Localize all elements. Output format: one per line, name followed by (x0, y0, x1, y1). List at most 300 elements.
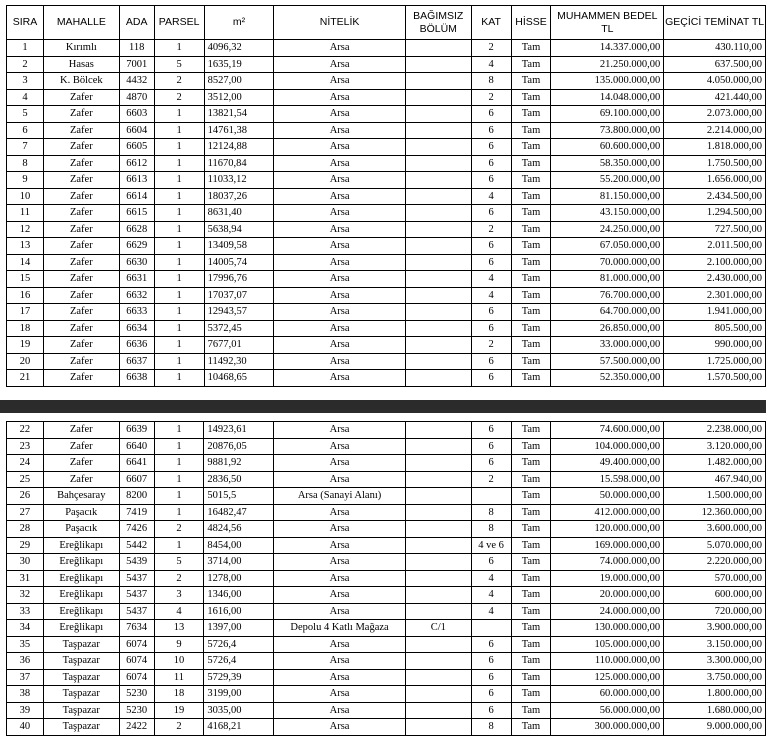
cell-gecici-teminat: 1.750.500,00 (664, 155, 766, 172)
cell-gecici-teminat: 9.000.000,00 (664, 719, 766, 736)
cell-m2: 16482,47 (204, 504, 274, 521)
cell-kat: 6 (471, 653, 511, 670)
table-row (7, 438, 766, 455)
cell-gecici-teminat: 600.000,00 (664, 587, 766, 604)
cell-bagimsiz-bolum (405, 40, 471, 57)
cell-sira: 39 (7, 702, 44, 719)
cell-sira: 18 (7, 320, 44, 337)
cell-kat: 4 ve 6 (471, 537, 511, 554)
cell-m2: 8527,00 (204, 73, 274, 90)
cell-kat: 8 (471, 504, 511, 521)
cell-kat: 4 (471, 188, 511, 205)
cell-muhammen-bedel: 69.100.000,00 (551, 106, 664, 123)
cell-muhammen-bedel: 130.000.000,00 (551, 620, 664, 637)
table-row (7, 570, 766, 587)
cell-hisse: Tam (511, 353, 551, 370)
cell-parsel: 2 (154, 73, 204, 90)
cell-kat: 2 (471, 40, 511, 57)
cell-mahalle: Taşpazar (43, 719, 119, 736)
cell-gecici-teminat: 1.482.000,00 (664, 455, 766, 472)
cell-parsel: 1 (154, 471, 204, 488)
cell-sira: 29 (7, 537, 44, 554)
cell-hisse: Tam (511, 106, 551, 123)
cell-sira: 7 (7, 139, 44, 156)
header-muhammen-bedel: MUHAMMEN BEDEL TL (551, 6, 664, 40)
cell-mahalle: Zafer (43, 304, 119, 321)
cell-bagimsiz-bolum (405, 337, 471, 354)
cell-mahalle: Taşpazar (43, 669, 119, 686)
cell-sira: 31 (7, 570, 44, 587)
cell-parsel: 2 (154, 89, 204, 106)
cell-bagimsiz-bolum (405, 122, 471, 139)
cell-mahalle: Kırımlı (43, 40, 119, 57)
cell-mahalle: Zafer (43, 238, 119, 255)
cell-gecici-teminat: 2.238.000,00 (664, 422, 766, 439)
cell-mahalle: Zafer (43, 337, 119, 354)
cell-sira: 5 (7, 106, 44, 123)
cell-kat: 6 (471, 304, 511, 321)
cell-m2: 10468,65 (204, 370, 274, 387)
cell-bagimsiz-bolum (405, 89, 471, 106)
cell-kat: 6 (471, 238, 511, 255)
cell-gecici-teminat: 3.900.000,00 (664, 620, 766, 637)
cell-m2: 1635,19 (204, 56, 274, 73)
cell-kat: 6 (471, 139, 511, 156)
cell-m2: 1397,00 (204, 620, 274, 637)
table-row (7, 669, 766, 686)
cell-bagimsiz-bolum (405, 56, 471, 73)
cell-nitelik: Arsa (274, 238, 405, 255)
cell-kat: 6 (471, 122, 511, 139)
cell-muhammen-bedel: 169.000.000,00 (551, 537, 664, 554)
cell-nitelik: Arsa (274, 188, 405, 205)
cell-hisse: Tam (511, 521, 551, 538)
cell-kat: 2 (471, 89, 511, 106)
cell-nitelik: Arsa (274, 653, 406, 670)
cell-hisse: Tam (511, 471, 551, 488)
cell-hisse: Tam (511, 89, 551, 106)
cell-hisse: Tam (511, 40, 551, 57)
cell-sira: 38 (7, 686, 44, 703)
cell-mahalle: Zafer (43, 455, 119, 472)
cell-muhammen-bedel: 81.000.000,00 (551, 271, 664, 288)
cell-bagimsiz-bolum (405, 653, 471, 670)
cell-nitelik: Arsa (274, 122, 405, 139)
cell-mahalle: Zafer (43, 89, 119, 106)
cell-ada: 6629 (119, 238, 154, 255)
cell-sira: 33 (7, 603, 44, 620)
table-row (7, 122, 766, 139)
cell-gecici-teminat: 3.750.000,00 (664, 669, 766, 686)
cell-parsel: 3 (154, 587, 204, 604)
cell-kat: 2 (471, 471, 511, 488)
cell-bagimsiz-bolum (405, 73, 471, 90)
cell-nitelik: Arsa (274, 438, 406, 455)
cell-hisse: Tam (511, 438, 551, 455)
land-table-bottom (6, 421, 766, 736)
cell-parsel: 1 (154, 438, 204, 455)
cell-gecici-teminat: 3.600.000,00 (664, 521, 766, 538)
cell-muhammen-bedel: 67.050.000,00 (551, 238, 664, 255)
cell-sira: 13 (7, 238, 44, 255)
cell-mahalle: Zafer (43, 155, 119, 172)
cell-muhammen-bedel: 76.700.000,00 (551, 287, 664, 304)
cell-ada: 7634 (119, 620, 154, 637)
table-row (7, 653, 766, 670)
cell-m2: 5015,5 (204, 488, 274, 505)
cell-muhammen-bedel: 64.700.000,00 (551, 304, 664, 321)
table-row (7, 56, 766, 73)
table-row (7, 521, 766, 538)
cell-kat: 4 (471, 56, 511, 73)
cell-kat: 2 (471, 221, 511, 238)
cell-bagimsiz-bolum (405, 254, 471, 271)
cell-muhammen-bedel: 15.598.000,00 (551, 471, 664, 488)
cell-gecici-teminat: 2.011.500,00 (664, 238, 766, 255)
cell-m2: 4824,56 (204, 521, 274, 538)
cell-nitelik: Arsa (274, 205, 405, 222)
cell-gecici-teminat: 2.220.000,00 (664, 554, 766, 571)
cell-sira: 14 (7, 254, 44, 271)
cell-ada: 6615 (119, 205, 154, 222)
cell-hisse: Tam (511, 221, 551, 238)
cell-nitelik: Arsa (274, 686, 406, 703)
table-row (7, 320, 766, 337)
cell-ada: 6633 (119, 304, 154, 321)
cell-m2: 8454,00 (204, 537, 274, 554)
cell-bagimsiz-bolum (405, 238, 471, 255)
cell-hisse: Tam (511, 254, 551, 271)
cell-ada: 6603 (119, 106, 154, 123)
table-row (7, 504, 766, 521)
cell-hisse: Tam (511, 587, 551, 604)
cell-sira: 32 (7, 587, 44, 604)
cell-gecici-teminat: 2.214.000,00 (664, 122, 766, 139)
table-row (7, 686, 766, 703)
cell-gecici-teminat: 2.100.000,00 (664, 254, 766, 271)
cell-kat: 6 (471, 702, 511, 719)
cell-sira: 20 (7, 353, 44, 370)
cell-mahalle: Zafer (43, 172, 119, 189)
cell-parsel: 10 (154, 653, 204, 670)
cell-nitelik: Arsa (274, 669, 406, 686)
table-row (7, 719, 766, 736)
cell-muhammen-bedel: 70.000.000,00 (551, 254, 664, 271)
table-row (7, 636, 766, 653)
cell-sira: 17 (7, 304, 44, 321)
cell-hisse: Tam (511, 669, 551, 686)
cell-ada: 5437 (119, 570, 154, 587)
cell-sira: 10 (7, 188, 44, 205)
cell-gecici-teminat: 1.800.000,00 (664, 686, 766, 703)
cell-muhammen-bedel: 20.000.000,00 (551, 587, 664, 604)
cell-ada: 5439 (119, 554, 154, 571)
cell-bagimsiz-bolum (405, 287, 471, 304)
cell-muhammen-bedel: 55.200.000,00 (551, 172, 664, 189)
cell-bagimsiz-bolum (405, 139, 471, 156)
cell-parsel: 1 (154, 205, 204, 222)
table-row (7, 353, 766, 370)
cell-m2: 12124,88 (204, 139, 274, 156)
cell-mahalle: Zafer (43, 205, 119, 222)
cell-bagimsiz-bolum (405, 172, 471, 189)
cell-ada: 6637 (119, 353, 154, 370)
cell-hisse: Tam (511, 238, 551, 255)
cell-hisse: Tam (511, 702, 551, 719)
cell-gecici-teminat: 430.110,00 (664, 40, 766, 57)
cell-sira: 19 (7, 337, 44, 354)
table-row (7, 106, 766, 123)
cell-muhammen-bedel: 24.000.000,00 (551, 603, 664, 620)
cell-ada: 6074 (119, 669, 154, 686)
cell-muhammen-bedel: 105.000.000,00 (551, 636, 664, 653)
cell-nitelik: Arsa (274, 719, 406, 736)
header-bagimsiz-bolum: BAĞIMSIZ BÖLÜM (405, 6, 471, 40)
cell-kat: 6 (471, 422, 511, 439)
table-row (7, 254, 766, 271)
cell-kat: 6 (471, 106, 511, 123)
cell-sira: 12 (7, 221, 44, 238)
cell-ada: 5437 (119, 587, 154, 604)
cell-gecici-teminat: 3.300.000,00 (664, 653, 766, 670)
cell-ada: 7426 (119, 521, 154, 538)
cell-nitelik: Arsa (274, 353, 405, 370)
cell-ada: 4432 (119, 73, 154, 90)
cell-bagimsiz-bolum (405, 422, 471, 439)
cell-sira: 22 (7, 422, 44, 439)
cell-parsel: 1 (154, 188, 204, 205)
cell-m2: 13821,54 (204, 106, 274, 123)
cell-gecici-teminat: 1.818.000,00 (664, 139, 766, 156)
cell-ada: 6613 (119, 172, 154, 189)
cell-ada: 6640 (119, 438, 154, 455)
header-m2: m² (204, 6, 274, 40)
cell-gecici-teminat: 2.434.500,00 (664, 188, 766, 205)
cell-kat (471, 620, 511, 637)
cell-m2: 1278,00 (204, 570, 274, 587)
cell-gecici-teminat: 990.000,00 (664, 337, 766, 354)
cell-ada: 6628 (119, 221, 154, 238)
cell-mahalle: Zafer (43, 438, 119, 455)
cell-hisse: Tam (511, 337, 551, 354)
cell-hisse: Tam (511, 139, 551, 156)
cell-gecici-teminat: 1.294.500,00 (664, 205, 766, 222)
cell-muhammen-bedel: 58.350.000,00 (551, 155, 664, 172)
cell-muhammen-bedel: 33.000.000,00 (551, 337, 664, 354)
cell-bagimsiz-bolum (405, 686, 471, 703)
table-row (7, 337, 766, 354)
cell-m2: 4168,21 (204, 719, 274, 736)
cell-kat: 6 (471, 455, 511, 472)
cell-muhammen-bedel: 73.800.000,00 (551, 122, 664, 139)
cell-hisse: Tam (511, 570, 551, 587)
cell-m2: 14005,74 (204, 254, 274, 271)
table-row (7, 221, 766, 238)
cell-muhammen-bedel: 120.000.000,00 (551, 521, 664, 538)
cell-nitelik: Arsa (274, 56, 405, 73)
cell-ada: 6605 (119, 139, 154, 156)
cell-kat: 4 (471, 587, 511, 604)
cell-m2: 20876,05 (204, 438, 274, 455)
cell-muhammen-bedel: 300.000.000,00 (551, 719, 664, 736)
table-row (7, 554, 766, 571)
table-row (7, 587, 766, 604)
cell-parsel: 9 (154, 636, 204, 653)
cell-gecici-teminat: 4.050.000,00 (664, 73, 766, 90)
cell-gecici-teminat: 1.656.000,00 (664, 172, 766, 189)
cell-parsel: 1 (154, 353, 204, 370)
cell-muhammen-bedel: 74.600.000,00 (551, 422, 664, 439)
cell-parsel: 18 (154, 686, 204, 703)
cell-sira: 34 (7, 620, 44, 637)
cell-nitelik: Arsa (274, 455, 406, 472)
cell-m2: 17037,07 (204, 287, 274, 304)
cell-hisse: Tam (511, 370, 551, 387)
header-nitelik: NİTELİK (274, 6, 405, 40)
cell-nitelik: Arsa (274, 537, 406, 554)
cell-nitelik: Arsa (274, 422, 406, 439)
cell-m2: 18037,26 (204, 188, 274, 205)
cell-muhammen-bedel: 43.150.000,00 (551, 205, 664, 222)
cell-bagimsiz-bolum (405, 438, 471, 455)
cell-nitelik: Arsa (274, 370, 405, 387)
cell-gecici-teminat: 12.360.000,00 (664, 504, 766, 521)
cell-m2: 7677,01 (204, 337, 274, 354)
cell-muhammen-bedel: 14.337.000,00 (551, 40, 664, 57)
cell-bagimsiz-bolum (405, 471, 471, 488)
cell-nitelik: Arsa (274, 702, 406, 719)
cell-mahalle: Ereğlikapı (43, 620, 119, 637)
cell-bagimsiz-bolum (405, 554, 471, 571)
cell-kat: 6 (471, 669, 511, 686)
cell-gecici-teminat: 1.500.000,00 (664, 488, 766, 505)
cell-mahalle: Hasas (43, 56, 119, 73)
table-row (7, 455, 766, 472)
cell-mahalle: Zafer (43, 254, 119, 271)
cell-nitelik: Arsa (274, 139, 405, 156)
cell-hisse: Tam (511, 271, 551, 288)
cell-mahalle: Zafer (43, 370, 119, 387)
cell-muhammen-bedel: 19.000.000,00 (551, 570, 664, 587)
cell-parsel: 1 (154, 155, 204, 172)
cell-hisse: Tam (511, 636, 551, 653)
table-row (7, 205, 766, 222)
cell-mahalle: Ereğlikapı (43, 537, 119, 554)
cell-gecici-teminat: 570.000,00 (664, 570, 766, 587)
cell-parsel: 1 (154, 122, 204, 139)
cell-bagimsiz-bolum (405, 537, 471, 554)
cell-parsel: 1 (154, 537, 204, 554)
cell-m2: 5638,94 (204, 221, 274, 238)
cell-nitelik: Arsa (274, 471, 406, 488)
cell-nitelik: Arsa (274, 40, 405, 57)
cell-hisse: Tam (511, 603, 551, 620)
cell-kat: 6 (471, 172, 511, 189)
table-row (7, 471, 766, 488)
cell-gecici-teminat: 1.941.000,00 (664, 304, 766, 321)
cell-sira: 11 (7, 205, 44, 222)
table-row (7, 271, 766, 288)
cell-m2: 3199,00 (204, 686, 274, 703)
cell-sira: 6 (7, 122, 44, 139)
cell-m2: 12943,57 (204, 304, 274, 321)
cell-bagimsiz-bolum (405, 702, 471, 719)
cell-gecici-teminat: 1.570.500,00 (664, 370, 766, 387)
cell-muhammen-bedel: 56.000.000,00 (551, 702, 664, 719)
cell-gecici-teminat: 720.000,00 (664, 603, 766, 620)
cell-m2: 17996,76 (204, 271, 274, 288)
cell-gecici-teminat: 3.150.000,00 (664, 636, 766, 653)
cell-bagimsiz-bolum (405, 271, 471, 288)
cell-nitelik: Arsa (274, 504, 406, 521)
cell-muhammen-bedel: 57.500.000,00 (551, 353, 664, 370)
cell-mahalle: Zafer (43, 271, 119, 288)
cell-mahalle: Taşpazar (43, 686, 119, 703)
cell-sira: 27 (7, 504, 44, 521)
cell-muhammen-bedel: 81.150.000,00 (551, 188, 664, 205)
cell-kat: 6 (471, 254, 511, 271)
cell-kat: 6 (471, 636, 511, 653)
table-row (7, 89, 766, 106)
cell-ada: 5230 (119, 686, 154, 703)
cell-m2: 4096,32 (204, 40, 274, 57)
cell-nitelik: Arsa (274, 89, 405, 106)
cell-muhammen-bedel: 125.000.000,00 (551, 669, 664, 686)
cell-hisse: Tam (511, 287, 551, 304)
table-row (7, 537, 766, 554)
cell-m2: 8631,40 (204, 205, 274, 222)
cell-gecici-teminat: 467.940,00 (664, 471, 766, 488)
cell-kat: 4 (471, 287, 511, 304)
cell-kat: 6 (471, 554, 511, 571)
table-row (7, 40, 766, 57)
cell-m2: 11492,30 (204, 353, 274, 370)
cell-parsel: 1 (154, 304, 204, 321)
cell-parsel: 1 (154, 172, 204, 189)
cell-mahalle: Ereğlikapı (43, 587, 119, 604)
cell-hisse: Tam (511, 719, 551, 736)
cell-nitelik: Arsa (274, 554, 406, 571)
cell-bagimsiz-bolum: C/1 (405, 620, 471, 637)
cell-parsel: 1 (154, 370, 204, 387)
cell-parsel: 1 (154, 106, 204, 123)
cell-ada: 6074 (119, 653, 154, 670)
table-row (7, 620, 766, 637)
cell-m2: 5372,45 (204, 320, 274, 337)
cell-bagimsiz-bolum (405, 570, 471, 587)
page-separator-band (0, 400, 766, 413)
cell-hisse: Tam (511, 554, 551, 571)
cell-ada: 6634 (119, 320, 154, 337)
cell-mahalle: Ereğlikapı (43, 554, 119, 571)
cell-mahalle: Zafer (43, 287, 119, 304)
cell-hisse: Tam (511, 205, 551, 222)
cell-hisse: Tam (511, 537, 551, 554)
cell-hisse: Tam (511, 686, 551, 703)
cell-ada: 6636 (119, 337, 154, 354)
cell-nitelik: Arsa (274, 271, 405, 288)
cell-mahalle: Zafer (43, 106, 119, 123)
cell-sira: 15 (7, 271, 44, 288)
table-row (7, 172, 766, 189)
cell-mahalle: K. Bölcek (43, 73, 119, 90)
cell-nitelik: Arsa (274, 603, 406, 620)
table-row (7, 603, 766, 620)
table-row (7, 139, 766, 156)
table-row (7, 304, 766, 321)
cell-parsel: 1 (154, 320, 204, 337)
cell-kat: 6 (471, 353, 511, 370)
